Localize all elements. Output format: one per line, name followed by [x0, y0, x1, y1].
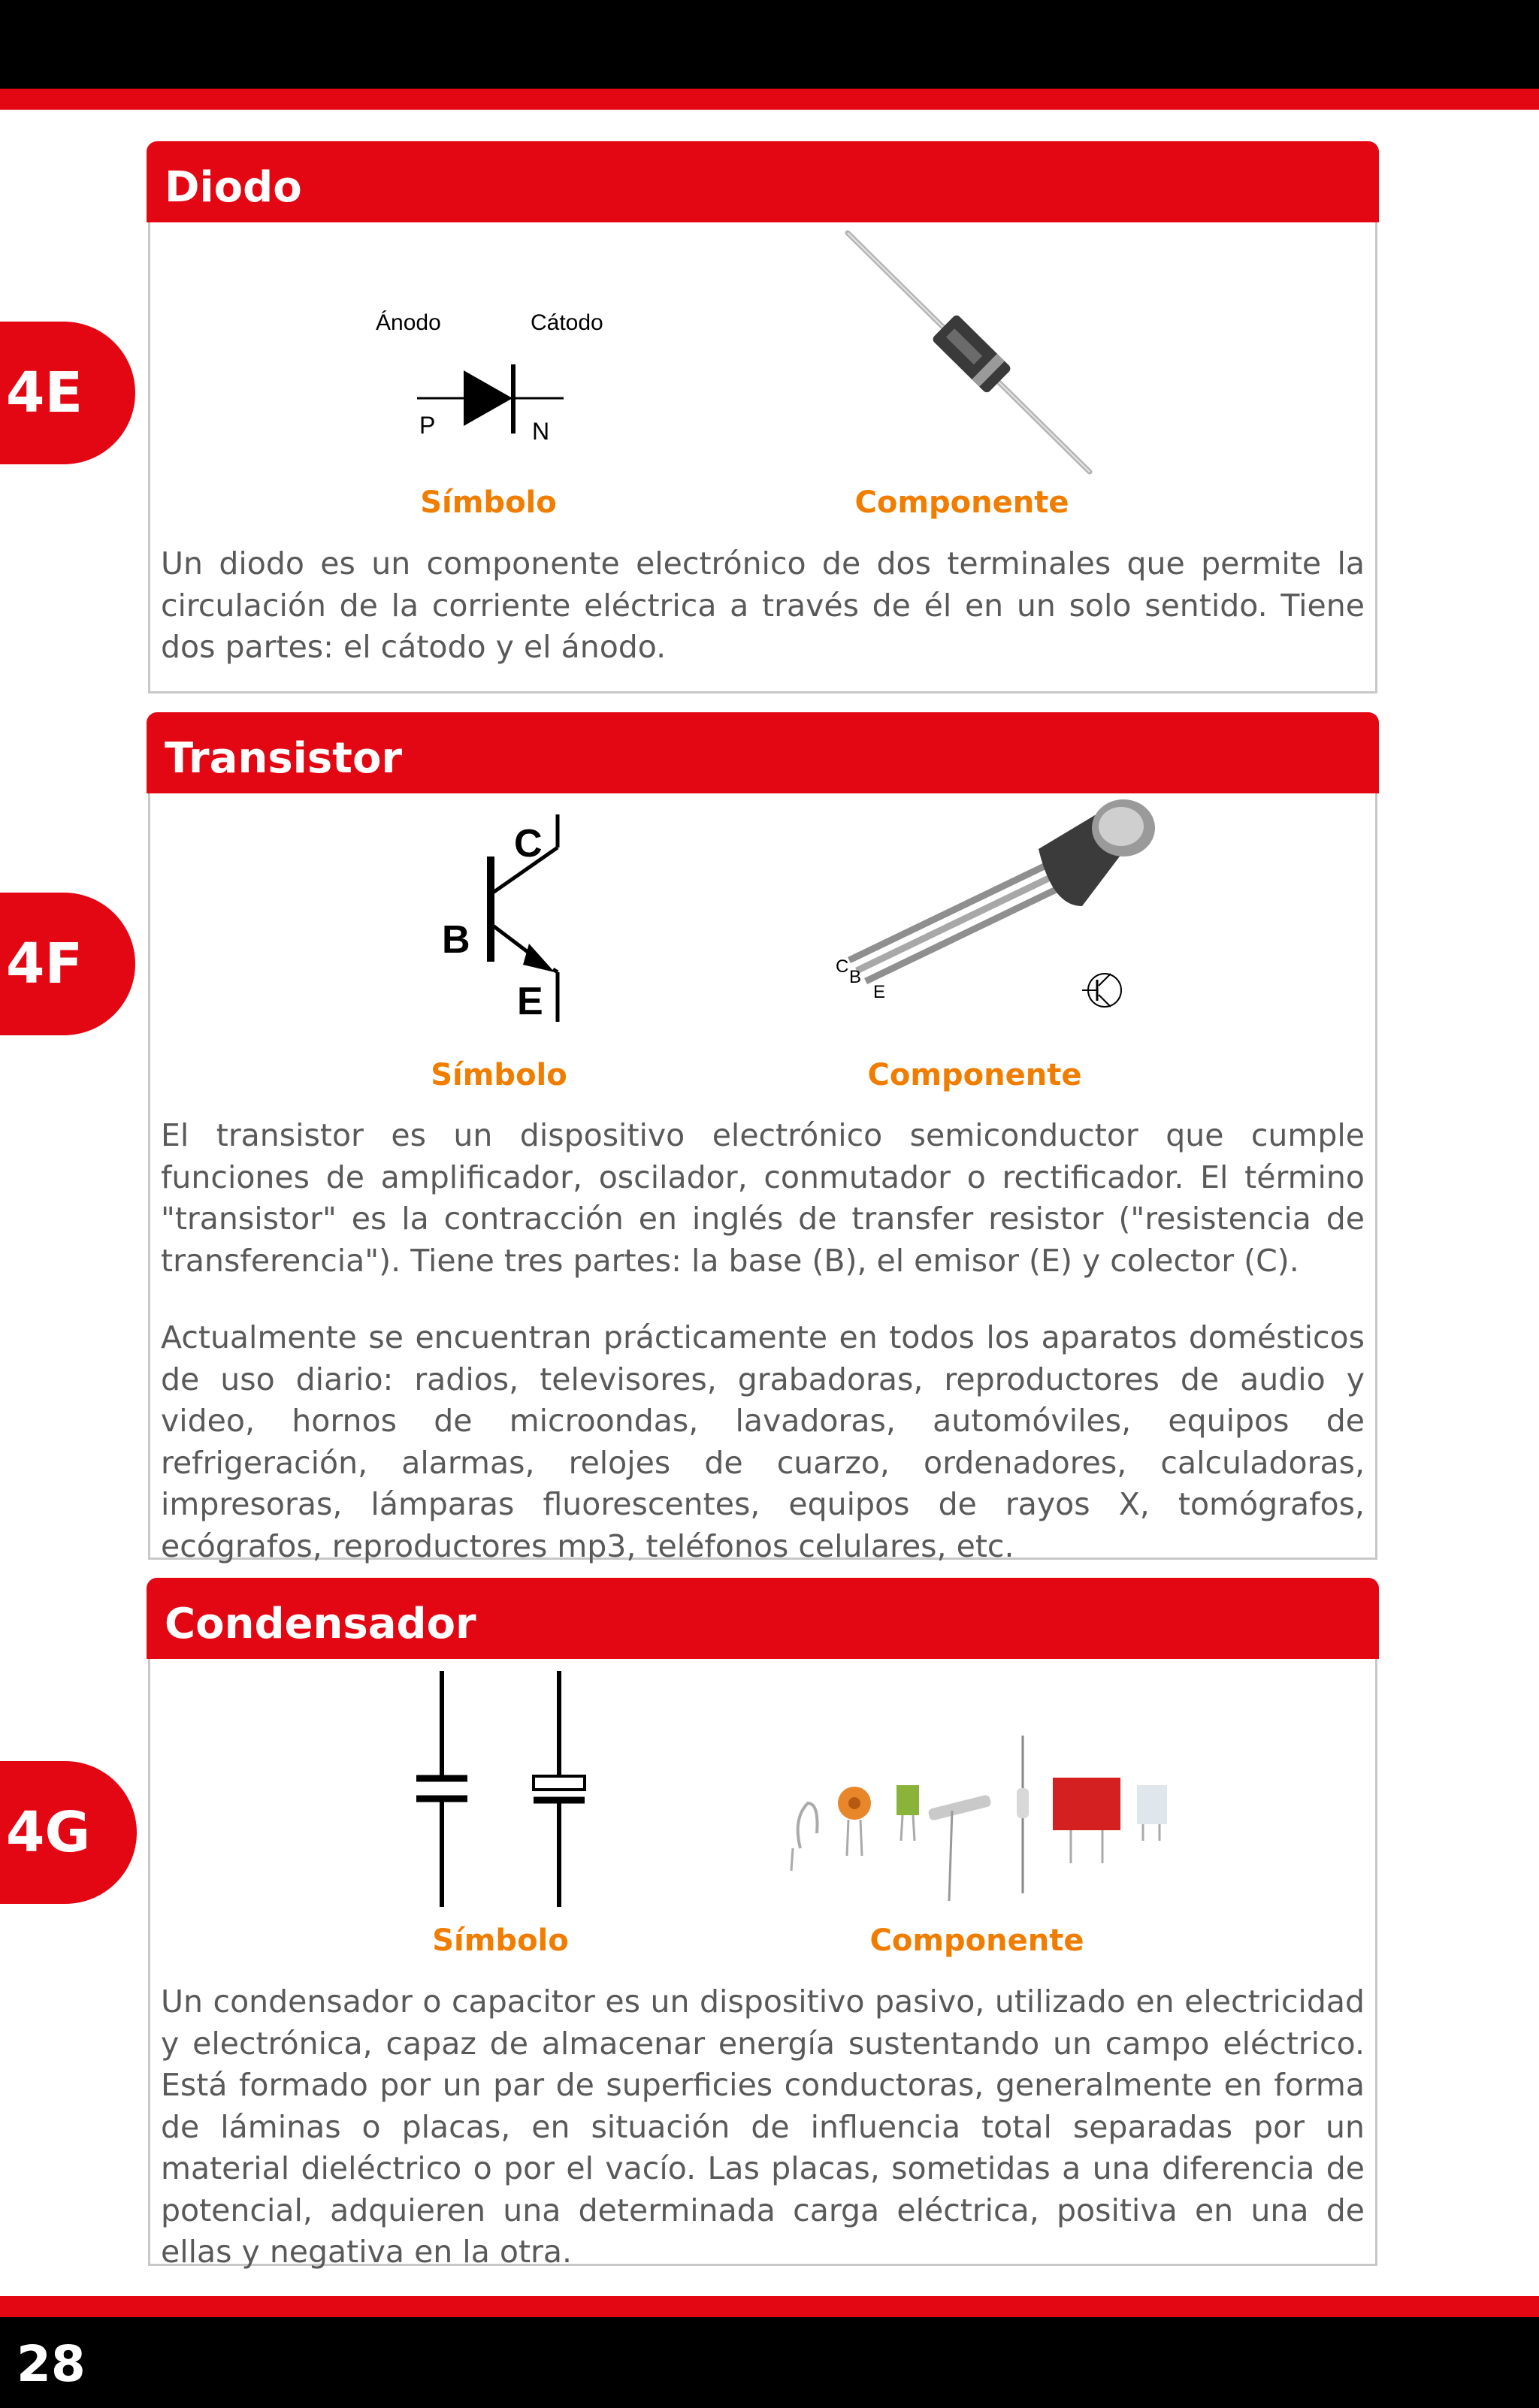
component-e-label: E [873, 982, 886, 1002]
p-label: P [419, 412, 436, 439]
capacitor-symbols [406, 1669, 601, 1910]
transistor-paragraph-1: El transistor es un dispositivo electrónico semiconductor que cumple funciones de amplificador, oscilador, conmutador o rectificador. El término "transistor" es la contracción en inglés de transfer resistor ("resistencia de transferencia"). Tiene tres partes: la base (B), el emisor (E) y colector (C). [161, 1117, 1365, 1279]
diode-symbol [361, 304, 631, 455]
top-red-stripe [0, 89, 1539, 110]
component-b-label: B [849, 967, 862, 987]
section-title-diodo: Diodo [147, 141, 1379, 222]
transistor-symbol [428, 811, 579, 1022]
transistor-component-image [827, 793, 1172, 1026]
anode-label: Ánodo [376, 310, 441, 335]
diodo-component-caption: Componente [854, 485, 1069, 520]
collector-label: C [514, 822, 543, 866]
transistor-paragraph-2: Actualmente se encuentran prácticamente en todos los aparatos domésticos de uso diario: radios, televisores, grabadoras, reproductores de audio y video, hornos de microondas, lavadoras, automóviles, equipos de refrigeración, alarmas, relojes de cuarzo, ordenadores, calculadoras, impresoras, lámparas fluorescentes, equipos de rayos X, tomógrafos, ecógrafos, reproductores mp3, teléfonos celulares, etc. [161, 1319, 1365, 1564]
condensador-symbol-caption: Símbolo [432, 1923, 569, 1958]
section-title-transistor: Transistor [147, 712, 1379, 793]
section-tab-4e: 4E [0, 322, 135, 464]
capacitor-components-image [778, 1728, 1184, 1901]
transistor-symbol-caption: Símbolo [431, 1058, 567, 1092]
transistor-description [161, 1115, 1365, 1567]
bottom-black-bar [0, 2317, 1539, 2408]
section-tab-4f: 4F [0, 893, 135, 1035]
diodo-symbol-caption: Símbolo [420, 485, 557, 520]
section-tab-4g: 4G [0, 1761, 137, 1904]
page-number: 28 [17, 2335, 86, 2393]
transistor-component-caption: Componente [867, 1058, 1082, 1092]
diodo-paragraph: Un diodo es un componente electrónico de dos terminales que permite la circulación de la corriente eléctrica a través de él en un solo sentido. Tiene dos partes: el cátodo y el ánodo. [161, 545, 1365, 665]
diode-component-image [834, 224, 1105, 476]
emitter-label: E [517, 980, 543, 1022]
section-title-condensador: Condensador [147, 1578, 1379, 1659]
bottom-red-stripe [0, 2296, 1539, 2317]
component-c-label: C [836, 956, 849, 977]
n-label: N [532, 418, 550, 445]
diodo-description [161, 543, 1365, 669]
base-label: B [442, 918, 470, 962]
condensador-description [161, 1981, 1365, 2274]
condensador-component-caption: Componente [869, 1923, 1084, 1958]
top-black-bar [0, 0, 1539, 89]
condensador-paragraph: Un condensador o capacitor es un dispositivo pasivo, utilizado en electricidad y electrónica, capaz de almacenar energía sustentando un campo eléctrico. Está formado por un par de superficies conductoras, generalmente en forma de láminas o placas, en situación de influencia total separadas por un material dieléctrico o por el vacío. Las placas, sometidas a una diferencia de potencial, adquieren una determinada carga eléctrica, positiva en una de ellas y negativa en la otra. [161, 1984, 1365, 2270]
cathode-label: Cátodo [531, 310, 603, 335]
